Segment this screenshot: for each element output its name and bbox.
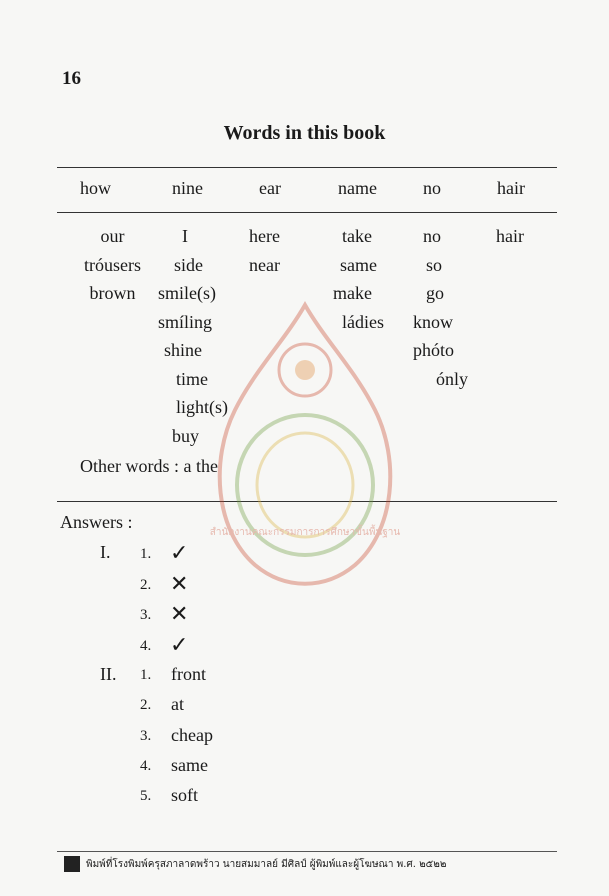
answer-number: 5. xyxy=(140,788,152,804)
printer-footer xyxy=(64,856,446,872)
answer-number: 1. xyxy=(140,546,152,562)
answer-number: 2. xyxy=(140,577,152,593)
header-no: no xyxy=(423,178,441,198)
word: know xyxy=(413,311,453,332)
answer-number: 4. xyxy=(140,638,152,654)
word: take xyxy=(342,226,372,246)
answer-number: 2. xyxy=(140,697,152,713)
word: buy xyxy=(172,425,199,446)
word: time xyxy=(176,368,208,389)
column-no xyxy=(413,222,468,393)
check-icon: ✓ xyxy=(170,632,189,657)
answer-text: soft xyxy=(171,785,198,805)
answer-text: front xyxy=(171,664,206,684)
word: no xyxy=(423,226,441,246)
printer-logo-icon xyxy=(64,856,80,872)
answer-number: 3. xyxy=(140,728,152,744)
section-2-label: II. xyxy=(100,664,117,684)
page-title: Words in this book xyxy=(223,122,386,144)
word: near xyxy=(249,254,280,275)
word: light(s) xyxy=(176,397,228,417)
header-hair: hair xyxy=(497,178,525,198)
header-how: how xyxy=(80,178,111,198)
header-name: name xyxy=(338,178,377,198)
answer-number: 1. xyxy=(140,667,152,683)
column-hair xyxy=(496,222,524,251)
table-top-rule xyxy=(57,167,557,168)
table-header-rule xyxy=(57,212,557,213)
other-words: Other words : a the xyxy=(80,456,218,476)
answer-text: at xyxy=(171,694,184,714)
word: ónly xyxy=(436,368,469,389)
column-how xyxy=(75,222,150,308)
cross-icon: ✕ xyxy=(170,601,189,626)
word: phóto xyxy=(413,340,455,360)
word: so xyxy=(426,254,443,275)
answer-text: same xyxy=(171,755,208,775)
footer-text: พิมพ์ที่โรงพิมพ์ครุสภาลาดพร้าว นายสมมาลย์ มีศิลป์ ผู้พิมพ์และผู้โฆษณา พ.ศ. ๒๕๒๒ xyxy=(86,859,447,870)
header-nine: nine xyxy=(172,178,203,198)
word: tróusers xyxy=(84,254,141,275)
word: smile(s) xyxy=(158,283,216,303)
word: go xyxy=(426,283,444,303)
answer-text: cheap xyxy=(171,725,213,745)
watermark-seal-icon xyxy=(205,300,405,590)
footer-rule xyxy=(57,851,557,852)
answer-number: 4. xyxy=(140,758,152,774)
word: brown xyxy=(89,283,136,303)
watermark-text: สำนักงานคณะกรรมการการศึกษาขั้นพื้นฐาน xyxy=(209,527,401,538)
word: side xyxy=(174,254,203,275)
word: same xyxy=(340,254,377,275)
header-ear: ear xyxy=(259,178,281,198)
word: here xyxy=(249,226,280,246)
word: make xyxy=(333,283,372,303)
page-number: 16 xyxy=(62,68,81,89)
answer-number: 3. xyxy=(140,607,152,623)
word: I xyxy=(182,226,188,246)
word: our xyxy=(100,226,125,246)
section-1-label: I. xyxy=(100,542,111,562)
word: ládies xyxy=(342,311,384,332)
word: hair xyxy=(496,226,524,246)
word: shine xyxy=(164,340,202,360)
word: smíling xyxy=(158,311,213,332)
cross-icon: ✕ xyxy=(170,571,189,596)
answers-label: Answers : xyxy=(60,512,133,532)
column-ear xyxy=(249,222,280,279)
check-icon: ✓ xyxy=(170,540,189,565)
